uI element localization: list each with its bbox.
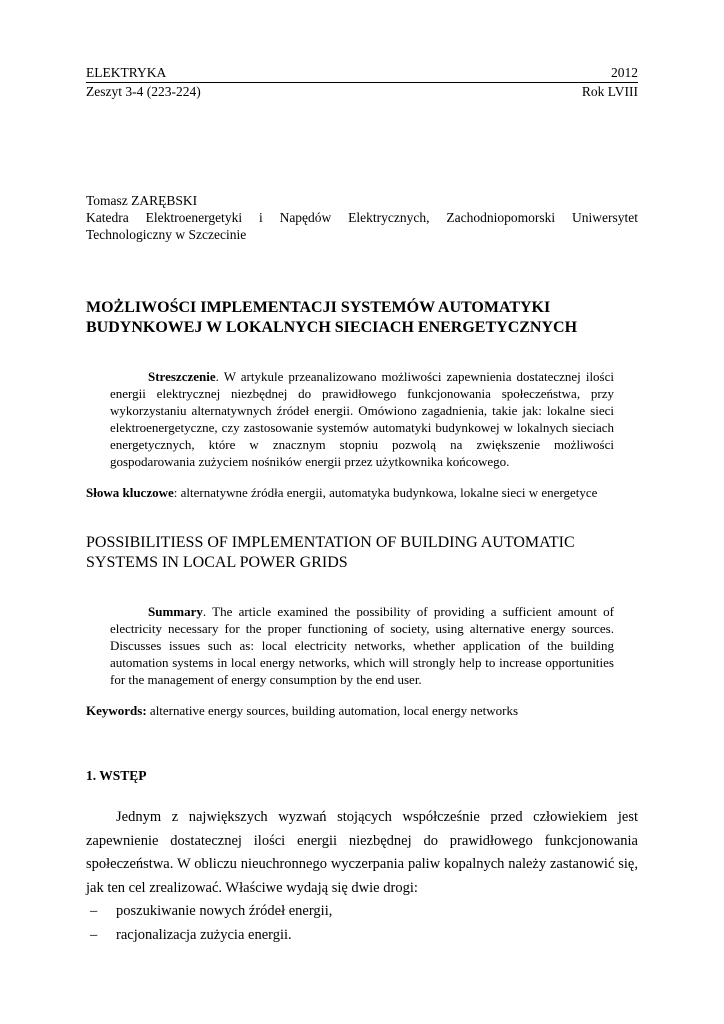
journal-year: 2012: [611, 65, 638, 80]
journal-issue: Zeszyt 3-4 (223-224): [86, 84, 201, 99]
section-heading: 1. WSTĘP: [86, 768, 147, 783]
running-header-top: [86, 64, 638, 83]
list-item-text: racjonalizacja zużycia energii.: [116, 926, 292, 943]
keywords-polish-label: Słowa kluczowe: [86, 485, 174, 500]
journal-name: ELEKTRYKA: [86, 65, 167, 80]
intro-paragraph: Jednym z największych wyzwań stojących współcześnie przed człowiekiem jest zapewnienie dostatecznej ilości energii niezbędnej do prawidłowego funkcjonowania społeczeństwa. W obliczu nieuchronnego wyczerpania paliw kopalnych należy zastanowić się, jak ten cel zrealizować. Właściwe wydają się dwie drogi:: [86, 809, 638, 896]
abstract-english: [110, 603, 614, 688]
bullet-dash: –: [90, 903, 98, 919]
bullet-dash: –: [90, 926, 98, 943]
abstract-polish-label: Streszczenie: [148, 369, 216, 384]
keywords-polish-text: : alternatywne źródła energii, automatyka budynkowa, lokalne sieci w energetyce: [173, 485, 598, 500]
list-item-text: poszukiwanie nowych źródeł energii,: [116, 903, 333, 919]
running-header-bottom: [86, 83, 638, 100]
author-name: Tomasz ZARĘBSKI: [86, 193, 198, 208]
keywords-english: [86, 702, 638, 719]
author-affiliation: Katedra Elektroenergetyki i Napędów Elektrycznych, Zachodniopomorski Uniwersytet Technologiczny w Szczecinie: [86, 210, 638, 242]
abstract-english-label: Summary: [148, 604, 203, 619]
keywords-english-text: alternative energy sources, building automation, local energy networks: [146, 703, 519, 718]
paper-page: [86, 64, 638, 947]
abstract-english-text: . The article examined the possibility of providing a sufficient amount of electricity necessary for the proper functioning of society, using alternative energy sources. Discusses issues such as: local electricity networks, whether application of the building automation systems in local energy networks, which will strongly help to increase opportunities for the management of energy consumption by the end user.: [110, 604, 614, 687]
journal-volume: Rok LVIII: [581, 84, 638, 99]
abstract-polish-text: . W artykule przeanalizowano możliwości zapewnienia dostatecznej ilości energii elektrycznej niezbędnej do prawidłowego funkcjonowania społeczeństwa, przy wykorzystaniu alternatywnych źródeł energii. Omówiono zagadnienia, takie jak: lokalne sieci elektroenergetyczne, czy zastosowanie systemów automatyki budynkowej w lokalnych sieciach energetycznych, które w znacznym stopniu pozwolą na zwiększenie możliwości gospodarowania zużyciem nośników energii przez użytkownika końcowego.: [110, 369, 614, 469]
intro-list: [86, 900, 638, 947]
keywords-english-label: Keywords:: [86, 703, 147, 718]
paper-title-polish: MOŻLIWOŚCI IMPLEMENTACJI SYSTEMÓW AUTOMATYKI BUDYNKOWEJ W LOKALNYCH SIECIACH ENERGETYCZNYCH: [86, 299, 578, 336]
list-item: [86, 900, 638, 924]
abstract-polish: [110, 368, 614, 470]
list-item: [86, 924, 638, 948]
keywords-polish: [86, 484, 638, 501]
paper-title-english: POSSIBILITIESS OF IMPLEMENTATION OF BUILDING AUTOMATIC SYSTEMS IN LOCAL POWER GRIDS: [86, 534, 575, 571]
